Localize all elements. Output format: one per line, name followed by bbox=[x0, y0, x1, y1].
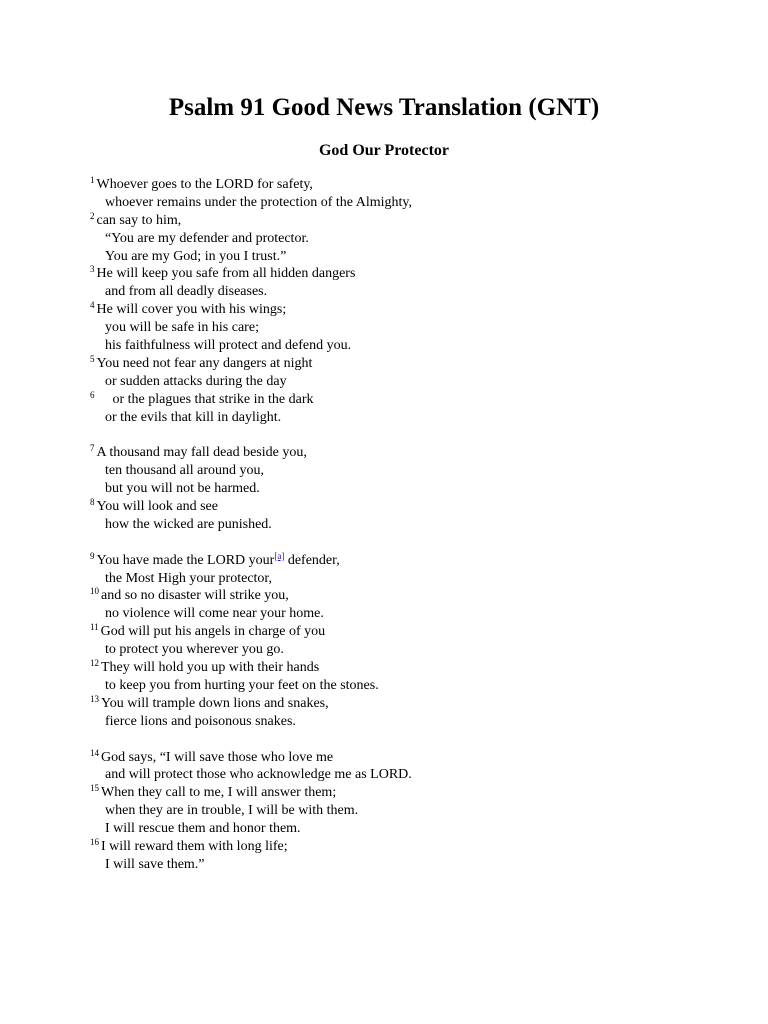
verse-line: and will protect those who acknowledge me as LORD. bbox=[105, 767, 412, 783]
stanza-break bbox=[90, 426, 710, 444]
stanza-break bbox=[90, 731, 710, 749]
verse-line: no violence will come near your home. bbox=[105, 606, 324, 622]
verse-line: $^9$ You have made the LORD your[a] defender, bbox=[90, 550, 340, 568]
verse-number: 16 bbox=[90, 836, 99, 847]
psalm-text bbox=[90, 176, 710, 874]
verse-line: You are my God; in you I trust.” bbox=[105, 248, 287, 264]
verse-number: 3 bbox=[90, 264, 95, 275]
verse-number: 9 bbox=[90, 550, 95, 561]
verse-line: and from all deadly diseases. bbox=[105, 284, 268, 300]
verse-number: 8 bbox=[90, 497, 95, 508]
verse-line: “You are my defender and protector. bbox=[105, 230, 309, 246]
verse-line: $^1$ Whoever goes to the LORD for safety, bbox=[90, 175, 313, 192]
verse-line: to protect you wherever you go. bbox=[105, 642, 284, 658]
verse-number: 11 bbox=[90, 622, 99, 633]
verse-line: $^{10}$ and so no disaster will strike you, bbox=[90, 586, 289, 604]
verse-line: $^5$ You need not fear any dangers at night bbox=[90, 353, 313, 371]
verse-line: $^4$ He will cover you with his wings; bbox=[90, 300, 287, 318]
verse-number: 1 bbox=[90, 175, 95, 185]
verse-number: 2 bbox=[90, 210, 95, 221]
verse-line: $^6$ or the plagues that strike in the dark bbox=[90, 389, 314, 407]
footnote-link[interactable]: [a] bbox=[274, 550, 285, 561]
verse-number: 15 bbox=[90, 783, 99, 794]
verse-number: 6 bbox=[90, 389, 95, 400]
verse-line: $^{15}$ When they call to me, I will answer them; bbox=[90, 783, 337, 801]
verse-number: 10 bbox=[90, 586, 99, 597]
stanza-break bbox=[90, 534, 710, 552]
verse-line: to keep you from hurting your feet on the stones. bbox=[105, 677, 379, 693]
verse-line: $^{12}$ They will hold you up with their hands bbox=[90, 658, 320, 676]
verse-line: I will rescue them and honor them. bbox=[105, 821, 301, 837]
verse-line: the Most High your protector, bbox=[105, 570, 273, 586]
verse-line: fierce lions and poisonous snakes. bbox=[105, 713, 296, 729]
verse-line: $^{16}$ I will reward them with long life; bbox=[90, 836, 288, 854]
verse-line: I will save them.” bbox=[105, 856, 205, 872]
verse-line: but you will not be harmed. bbox=[105, 481, 260, 497]
verse-line: $^7$ A thousand may fall dead beside you, bbox=[90, 443, 307, 461]
verse-number: 12 bbox=[90, 658, 99, 669]
verse-line: or sudden attacks during the day bbox=[105, 373, 287, 389]
verse-line: whoever remains under the protection of the Almighty, bbox=[105, 194, 413, 210]
verse-line: ten thousand all around you, bbox=[105, 463, 265, 479]
verse-number: 14 bbox=[90, 747, 99, 758]
verse-line: $^2$ can say to him, bbox=[90, 210, 182, 228]
verse-line: or the evils that kill in daylight. bbox=[105, 409, 282, 425]
verse-line: when they are in trouble, I will be with them. bbox=[105, 803, 359, 819]
verse-number: 7 bbox=[90, 443, 95, 454]
verse-number: 13 bbox=[90, 693, 99, 704]
verse-line: $^{13}$ You will trample down lions and snakes, bbox=[90, 693, 329, 711]
verse-line: $^{11}$ God will put his angels in charge of you bbox=[90, 622, 326, 640]
section-heading: God Our Protector bbox=[318, 142, 450, 159]
verse-line: $^{14}$ God says, “I will save those who love me bbox=[90, 747, 334, 765]
verse-line: his faithfulness will protect and defend you. bbox=[105, 338, 352, 354]
verse-line: you will be safe in his care; bbox=[105, 320, 259, 336]
verse-line: $^8$ You will look and see bbox=[90, 497, 218, 515]
page-title: Psalm 91 Good News Translation (GNT) bbox=[168, 94, 600, 121]
verse-number: 5 bbox=[90, 353, 95, 364]
verse-line: how the wicked are punished. bbox=[105, 516, 272, 532]
verse-line: $^3$ He will keep you safe from all hidden dangers bbox=[90, 264, 356, 282]
verse-number: 4 bbox=[90, 300, 95, 311]
